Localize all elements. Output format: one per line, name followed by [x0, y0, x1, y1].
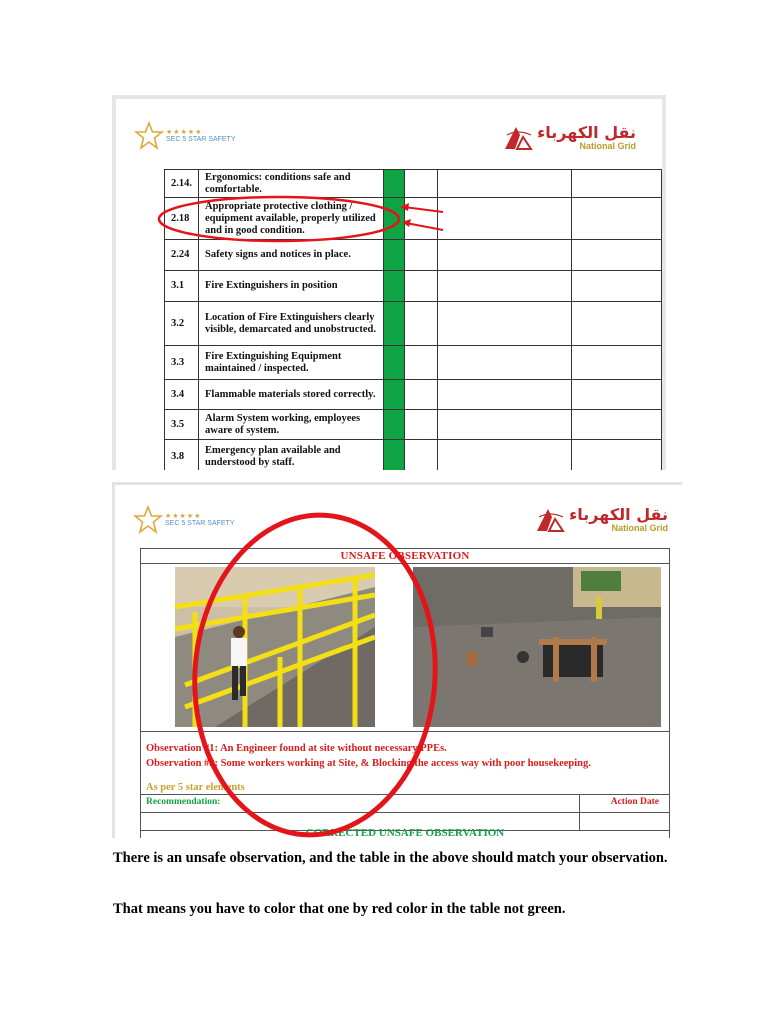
annotation-overlay: [116, 99, 666, 470]
row-number: 3.1: [165, 271, 199, 302]
row-number: 2.24: [165, 240, 199, 271]
row-number: 2.14.: [165, 170, 199, 198]
row-item: Flammable materials stored correctly.: [199, 380, 384, 410]
row-number: 3.4: [165, 380, 199, 410]
ng-arabic-text: نقل الكهرباء: [537, 123, 636, 142]
explanation-paragraph-2: That means you have to color that one by red color in the table not green.: [113, 901, 566, 917]
logo-text: SEC 5 STAR SAFETY: [165, 520, 235, 527]
row-item: Emergency plan available and understood by staff.: [199, 440, 384, 471]
checklist-screenshot: [112, 95, 666, 470]
row-item: Ergonomics: conditions safe and comfortable.: [199, 170, 384, 198]
observation-screenshot: [112, 482, 682, 838]
row-item: Alarm System working, employees aware of system.: [199, 410, 384, 440]
row-item: Location of Fire Extinguishers clearly visible, demarcated and unobstructed.: [199, 302, 384, 346]
arrow-icon: [400, 203, 443, 212]
row-number: 3.3: [165, 346, 199, 380]
action-date-label: Action Date: [610, 797, 659, 807]
explanation-paragraph-1: There is an unsafe observation, and the table in the above should match your observation.: [113, 850, 668, 866]
row-item: Fire Extinguishers in position: [199, 271, 384, 302]
arrow-icon: [402, 219, 443, 230]
logo-dots: ★★★★★: [165, 512, 202, 520]
row-item: Safety signs and notices in place.: [199, 240, 384, 271]
observation-2: Observation #2: Some workers working at Site, & Blocking the access way with poor housekeeping.: [146, 758, 591, 769]
ng-english-text: National Grid: [579, 141, 636, 151]
row-item: Appropriate protective clothing / equipment available, properly utilized and in good condition.: [199, 198, 384, 240]
row-number: 2.18: [165, 198, 199, 240]
unsafe-observation-title: UNSAFE OBSERVATION: [340, 550, 470, 562]
ng-arabic-text: نقل الكهرباء: [569, 505, 668, 524]
observation-1: Observation #1: An Engineer found at site without necessary PPEs.: [146, 743, 447, 754]
ng-english-text: National Grid: [611, 523, 668, 533]
highlight-ellipse: [184, 507, 446, 838]
recommendation-label: Recommendation:: [146, 797, 221, 807]
row-number: 3.5: [165, 410, 199, 440]
star-elements-note: As per 5 star elements: [146, 782, 245, 793]
logo-text: SEC 5 STAR SAFETY: [166, 136, 236, 143]
logo-dots: ★★★★★: [166, 128, 203, 136]
highlight-ellipse: [159, 197, 399, 241]
annotation-overlay: [115, 485, 682, 838]
corrected-observation-title: CORRECTED UNSAFE OBSERVATION: [305, 827, 505, 838]
row-number: 3.2: [165, 302, 199, 346]
row-number: 3.8: [165, 440, 199, 471]
row-item: Fire Extinguishing Equipment maintained / inspected.: [199, 346, 384, 380]
